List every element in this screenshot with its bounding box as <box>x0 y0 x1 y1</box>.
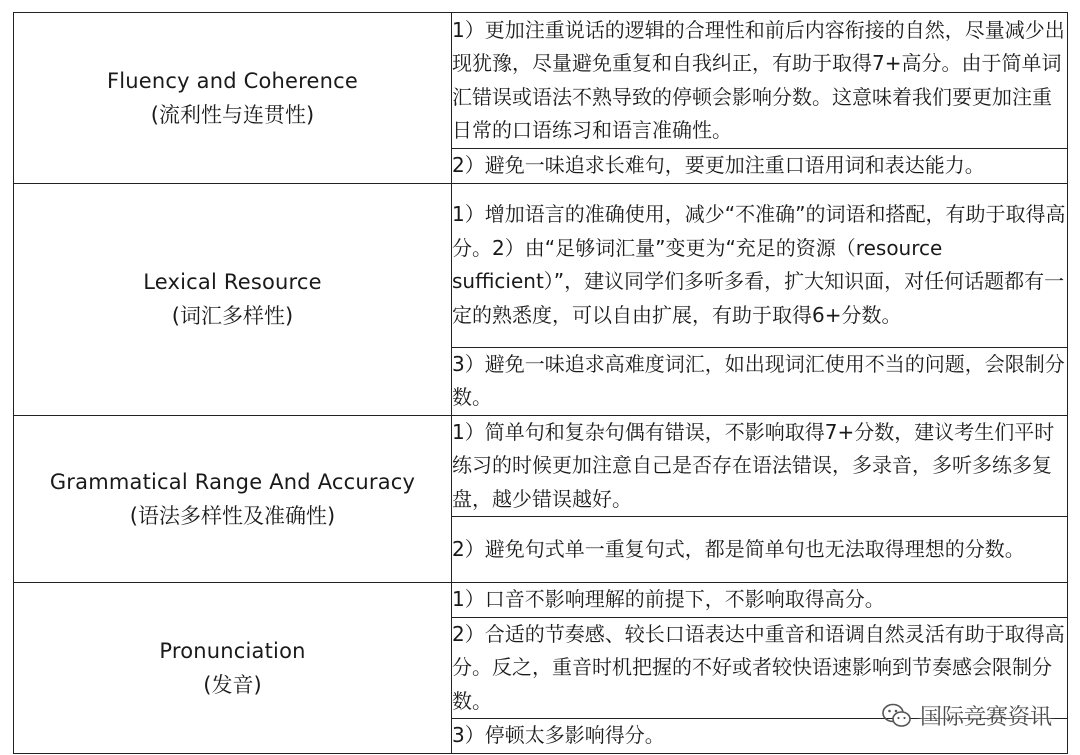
criterion-cell <box>14 183 452 415</box>
criterion-name-en: Pronunciation <box>159 638 306 663</box>
watermark-text: 国际竞赛资讯 <box>919 705 1052 730</box>
criterion-name-zh: (流利性与连贯性) <box>150 102 315 127</box>
criteria-row-lexical <box>14 183 1068 347</box>
criterion-note: 2）合适的节奏感、较长口语表达中重音和语调自然灵活有助于取得高分。反之，重音时机把握的不好或者较快语速影响到节奏感会限制分数。 <box>452 617 1068 719</box>
criterion-cell <box>14 583 452 754</box>
criterion-name-zh: (发音) <box>203 672 262 697</box>
watermark <box>882 700 1052 731</box>
criterion-name-en: Fluency and Coherence <box>106 68 359 93</box>
criterion-note: 2）避免句式单一重复句式，都是简单句也无法取得理想的分数。 <box>452 517 1068 583</box>
scoring-criteria-table <box>13 12 1068 754</box>
criterion-cell <box>14 415 452 583</box>
criterion-note: 1）简单句和复杂句偶有错误，不影响取得7+分数，建议考生们平时练习的时候更加注意自己是否存在语法错误，多录音，多听多练多复盘，越少错误越好。 <box>452 415 1068 517</box>
criteria-row-fluency <box>14 13 1068 149</box>
criterion-note: 3）避免一味追求高难度词汇，如出现词汇使用不当的问题，会限制分数。 <box>452 347 1068 415</box>
criterion-name-zh: (词汇多样性) <box>171 304 294 328</box>
criterion-note: 1）增加语言的准确使用，减少“不准确”的词语和搭配，有助于取得高分。2）由“足够词汇量”变更为“充足的资源（resource sufficient）”，建议同学们多听多看，扩大知识面，对任何话题都有一定的熟悉度，可以自由扩展，有助于取得6+分数。 <box>452 183 1068 347</box>
criterion-name-zh: (语法多样性及准确性) <box>129 503 336 528</box>
criterion-name-en: Lexical Resource <box>143 270 322 294</box>
criterion-name-en: Grammatical Range And Accuracy <box>49 469 416 494</box>
criteria-row-grammar <box>14 415 1068 517</box>
wechat-icon <box>882 703 912 729</box>
criteria-row-pronunciation <box>14 583 1068 618</box>
criterion-cell <box>14 13 452 184</box>
criterion-note: 3）停顿太多影响得分。 <box>452 719 1068 754</box>
criterion-note: 2）避免一味追求长难句，要更加注重口语用词和表达能力。 <box>452 149 1068 184</box>
criterion-note: 1）更加注重说话的逻辑的合理性和前后内容衔接的自然，尽量减少出现犹豫，尽量避免重复和自我纠正，有助于取得7+高分。由于简单词汇错误或语法不熟导致的停顿会影响分数。这意味着我们要更加注重日常的口语练习和语言准确性。 <box>452 13 1068 149</box>
criterion-note: 1）口音不影响理解的前提下，不影响取得高分。 <box>452 583 1068 618</box>
